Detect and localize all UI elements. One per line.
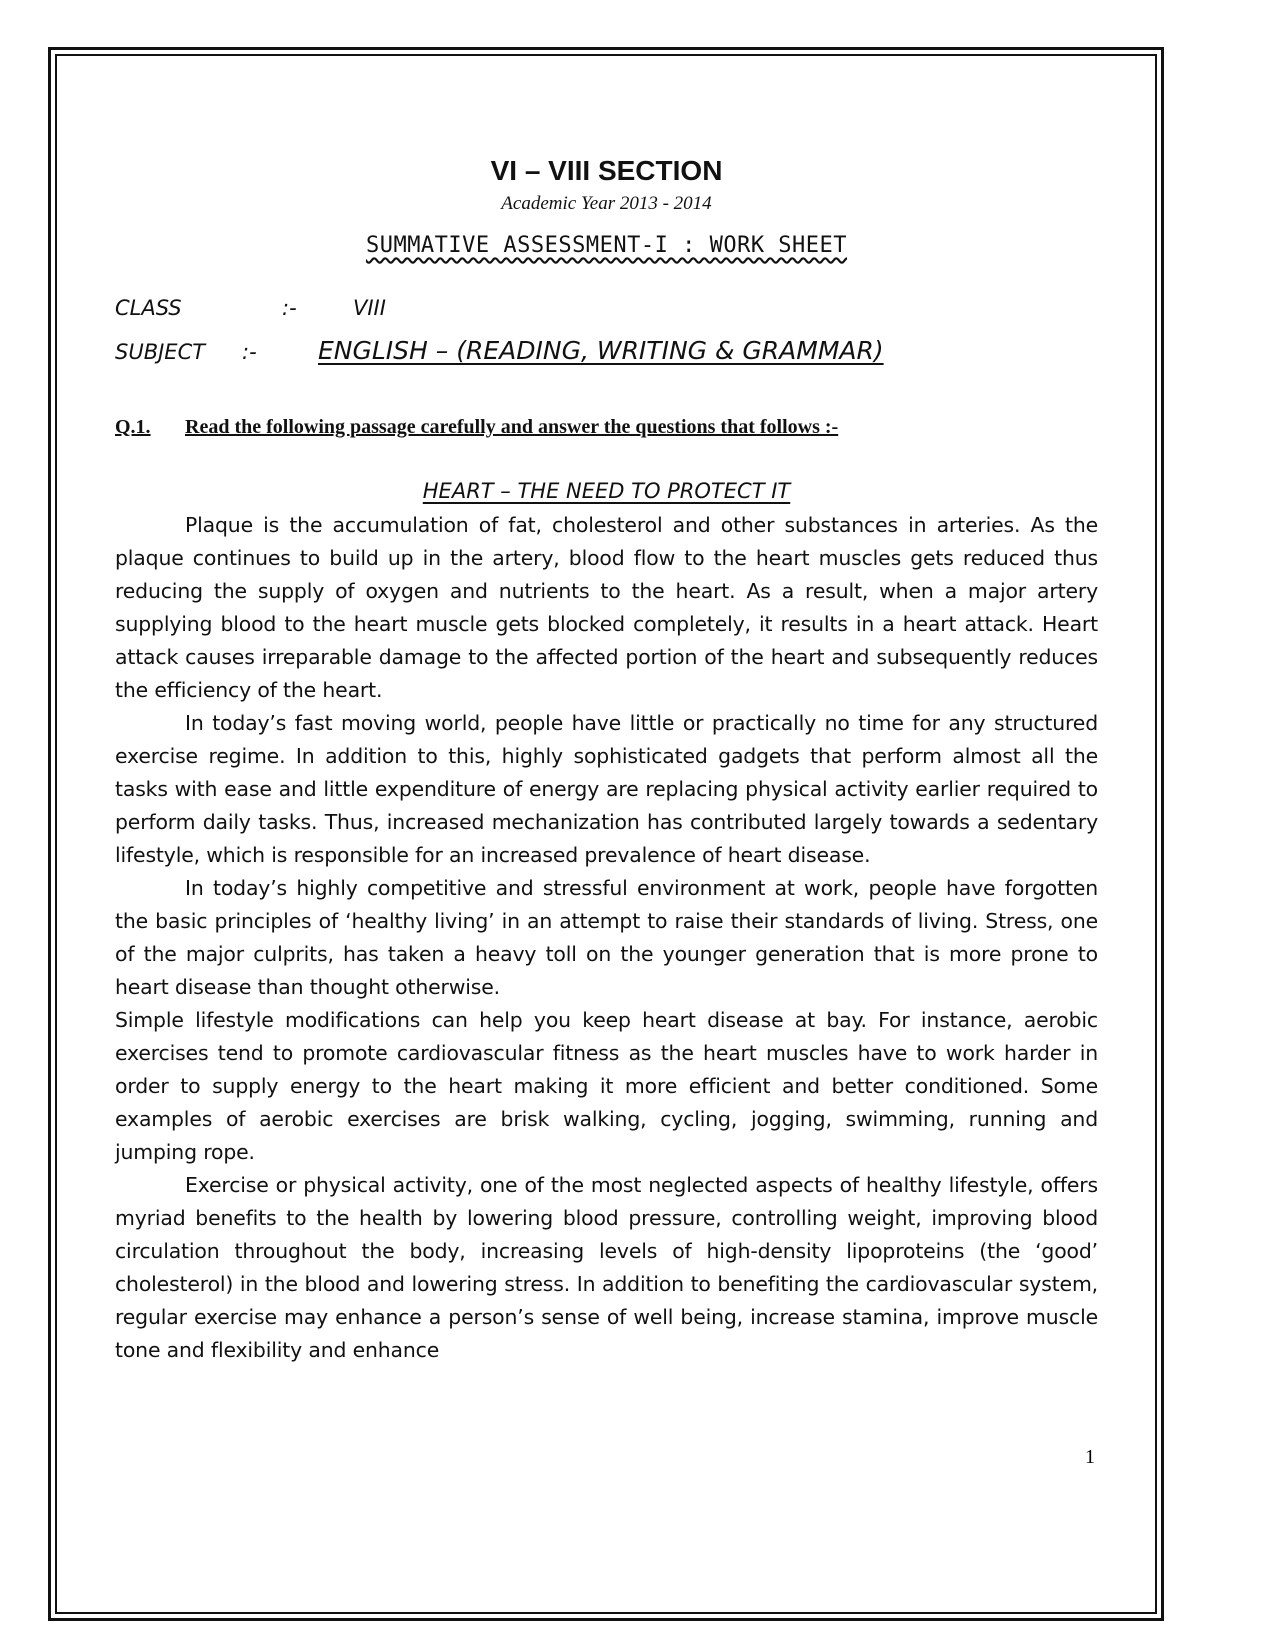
passage-paragraph: Plaque is the accumulation of fat, cholesterol and other substances in arteries. As the plaque continues to build up in the artery, blood flow to the heart muscles gets reduced thus reducing the supply of oxygen and nutrients to the heart. As a result, when a major artery supplying blood to the heart muscle gets blocked completely, it results in a heart attack. Heart attack causes irreparable damage to the affected portion of the heart and subsequently reduces the efficiency of the heart.	[115, 513, 1098, 702]
class-separator: :-	[282, 296, 297, 320]
passage-title: HEART – THE NEED TO PROTECT IT	[422, 479, 791, 503]
page-number: 1	[1085, 1446, 1095, 1468]
worksheet-title: SUMMATIVE ASSESSMENT-I : WORK SHEET	[365, 233, 848, 258]
question-text: Read the following passage carefully and answer the questions that follows :-	[185, 416, 839, 438]
passage-body	[115, 509, 1098, 1367]
academic-year: Academic Year 2013 - 2014	[501, 193, 712, 214]
subject-value: ENGLISH – (READING, WRITING & GRAMMAR)	[318, 336, 884, 365]
question-1	[115, 416, 1098, 439]
passage-paragraph: In today’s fast moving world, people have little or practically no time for any structured exercise regime. In addition to this, highly sophisticated gadgets that perform almost all the tasks with ease and little expenditure of energy are replacing physical activity earlier required to perform daily tasks. Thus, increased mechanization has contributed largely towards a sedentary lifestyle, which is responsible for an increased prevalence of heart disease.	[115, 711, 1098, 867]
class-line	[115, 296, 1098, 320]
section-title: VI – VIII SECTION	[490, 155, 723, 186]
class-label: CLASS	[115, 296, 182, 320]
passage-paragraph: Simple lifestyle modifications can help you keep heart disease at bay. For instance, aerobic exercises tend to promote cardiovascular fitness as the heart muscles have to work harder in order to supply energy to the heart making it more efficient and better conditioned. Some examples of aerobic exercises are brisk walking, cycling, jogging, swimming, running and jumping rope.	[115, 1008, 1098, 1164]
subject-line	[115, 336, 1098, 365]
passage-paragraph: In today’s highly competitive and stressful environment at work, people have forgotten the basic principles of ‘healthy living’ in an attempt to raise their standards of living. Stress, one of the major culprits, has taken a heavy toll on the younger generation that is more prone to heart disease than thought otherwise.	[115, 876, 1098, 999]
subject-separator: :-	[242, 340, 257, 364]
subject-label: SUBJECT	[115, 340, 206, 364]
passage-paragraph: Exercise or physical activity, one of the most neglected aspects of healthy lifestyle, offers myriad benefits to the health by lowering blood pressure, controlling weight, improving blood circulation throughout the body, increasing levels of high-density lipoproteins (the ‘good’ cholesterol) in the blood and lowering stress. In addition to benefiting the cardiovascular system, regular exercise may enhance a person’s sense of well being, increase stamina, improve muscle tone and flexibility and enhance	[115, 1173, 1098, 1362]
question-number: Q.1.	[115, 416, 151, 438]
class-value: VIII	[353, 296, 386, 320]
